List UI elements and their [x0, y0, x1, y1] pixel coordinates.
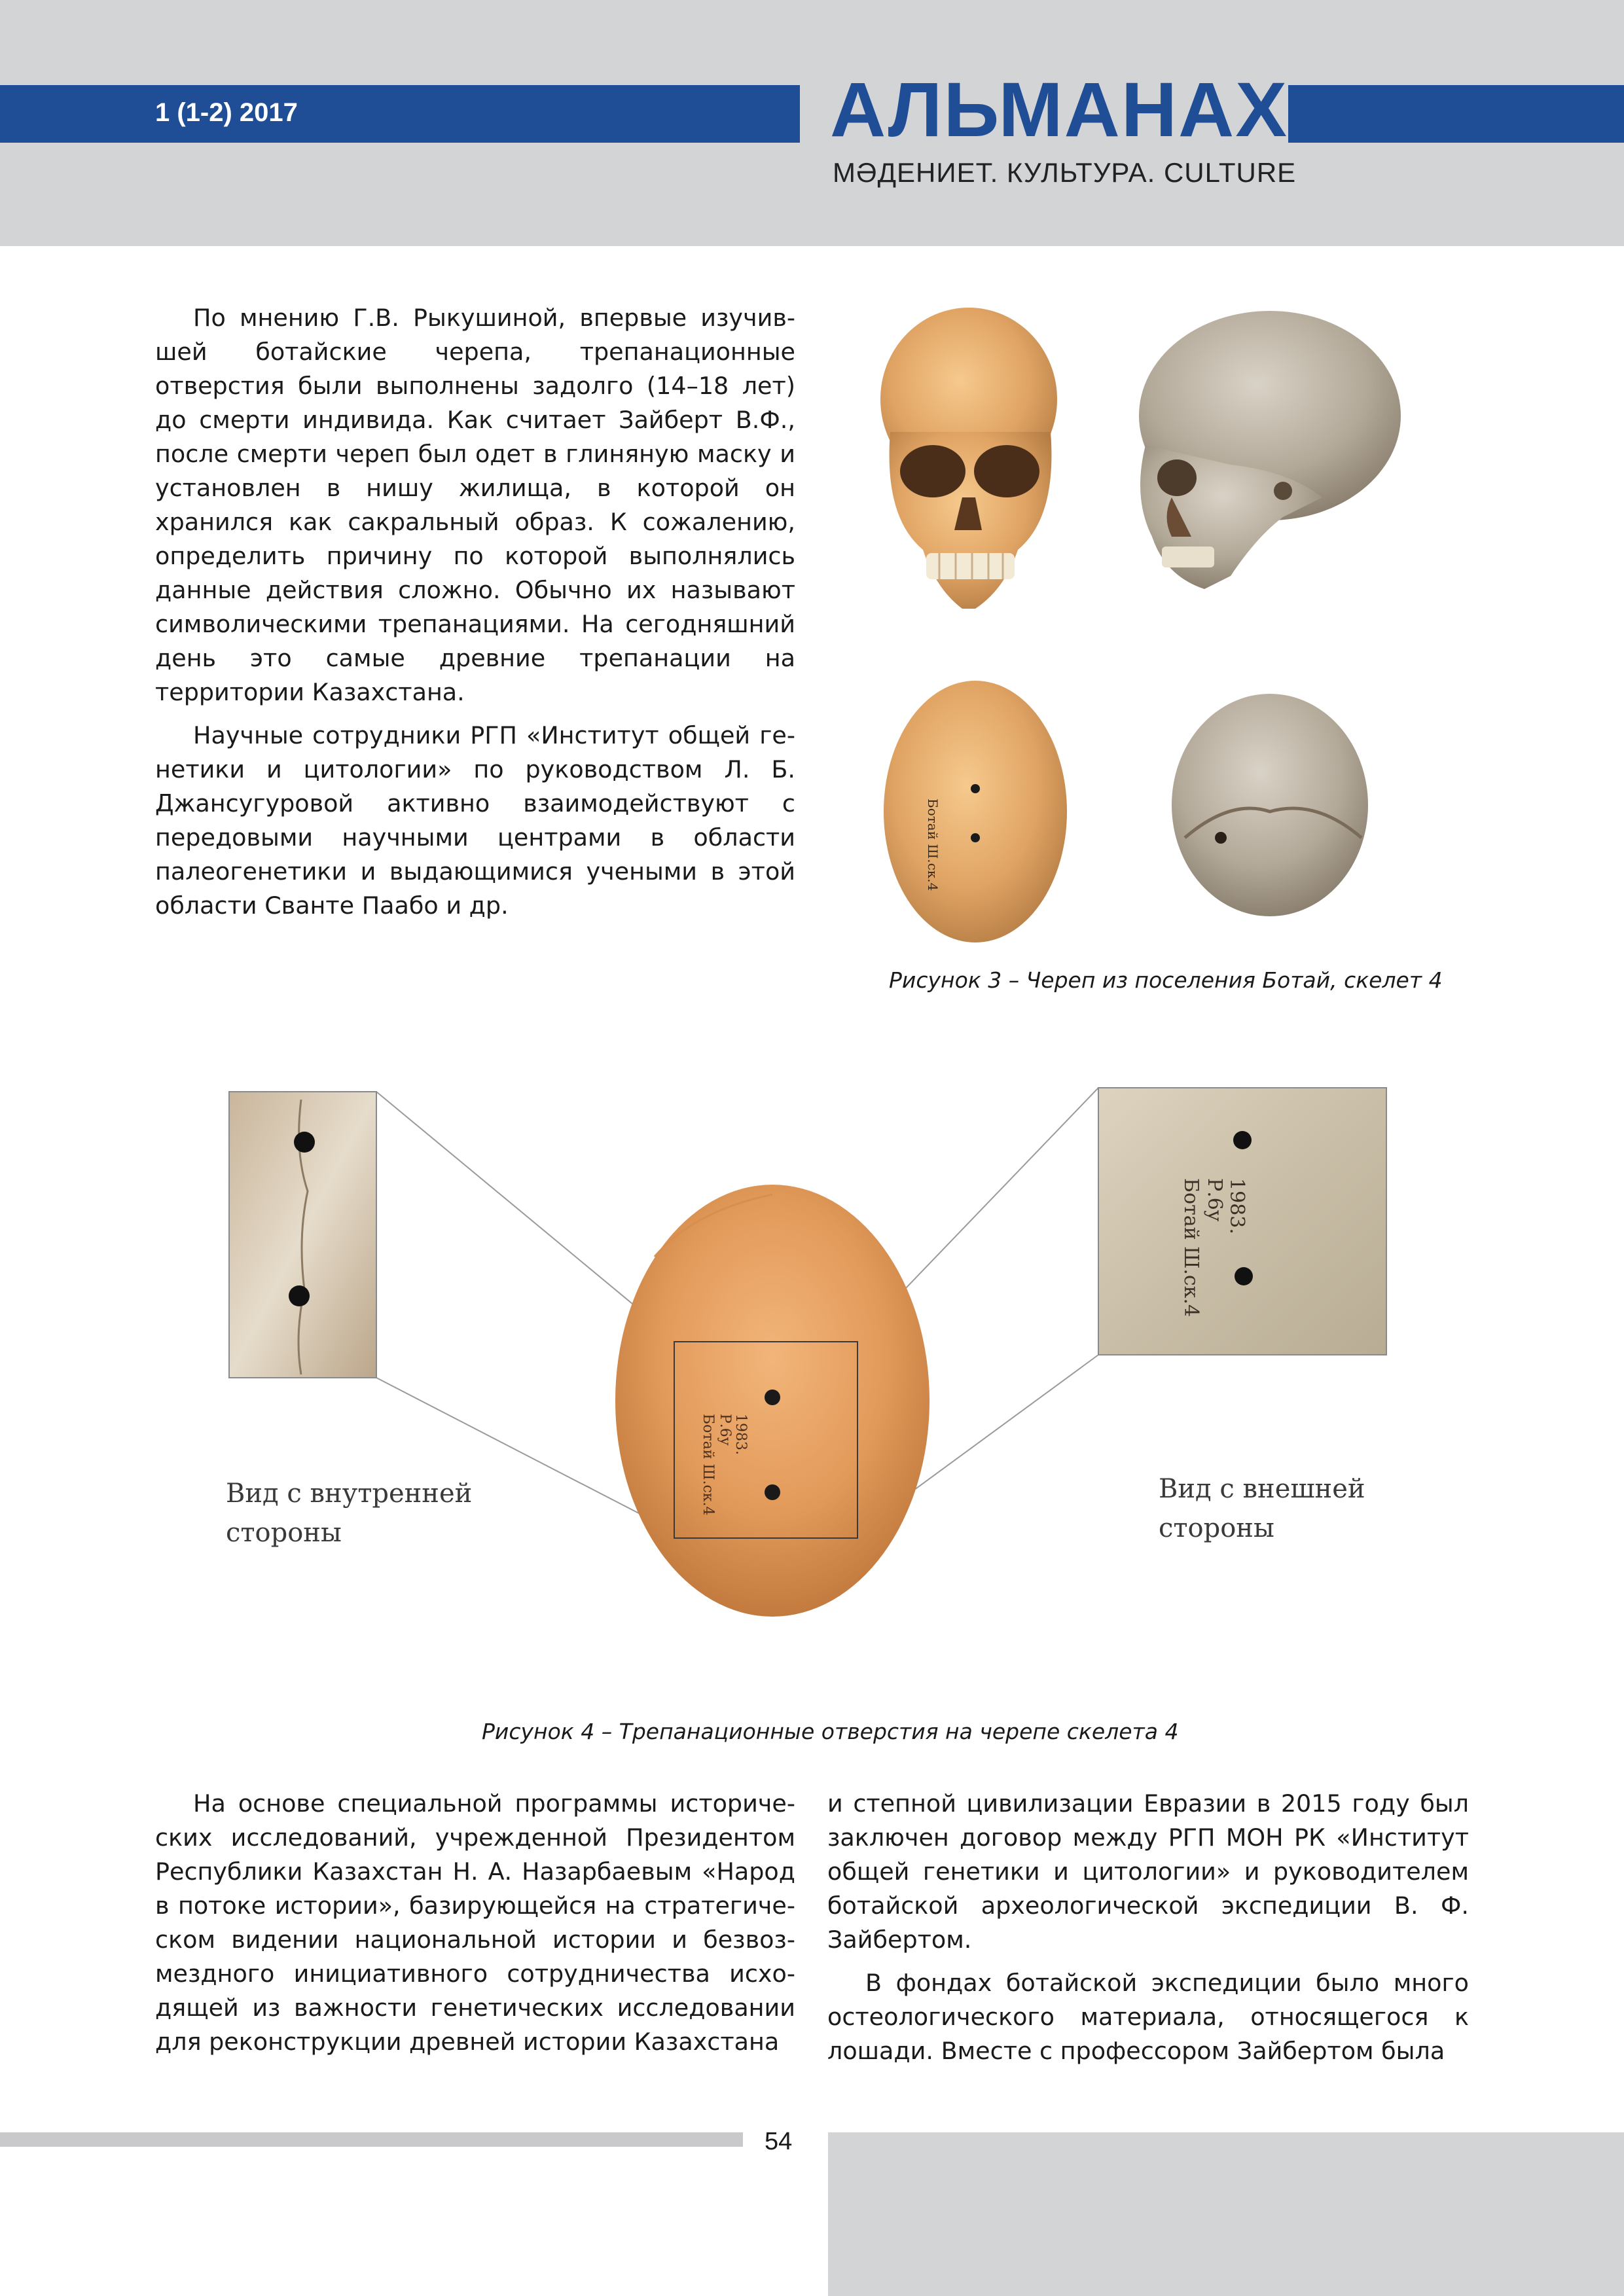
text-column-bottom-left — [155, 1787, 795, 2068]
skull-inscription-zoom: 1983. — [1225, 1178, 1248, 1234]
skull-inscription: Р.6у — [717, 1414, 733, 1446]
skull-top-view-large — [615, 1185, 929, 1617]
footer-block — [828, 2132, 1624, 2296]
skull-back-photo — [1172, 694, 1368, 916]
figure-4-caption: Рисунок 4 – Трепанационные отверстия на черепе скелета 4 — [482, 1719, 1179, 1744]
issue-number: 1 (1-2) 2017 — [155, 98, 298, 127]
trepanation-hole — [765, 1484, 780, 1500]
skull-side-photo — [1139, 311, 1401, 589]
outer-view-label: стороны — [1159, 1513, 1274, 1543]
skull-inscription: 1983. — [732, 1414, 749, 1455]
inner-view-inset — [229, 1092, 376, 1378]
figure-3-photos — [864, 301, 1453, 956]
skull-top-photo — [884, 681, 1067, 942]
header-band-right — [1288, 85, 1624, 143]
paragraph: Научные сотрудники РГП «Институт общей генетики и цитологии» по руководством Л. Б. Джансугуровой активно взаимодействуют с передовыми научными центрами в области палеогенетики и выдающимися учеными в этой области Сванте Паабо и др. — [155, 721, 795, 920]
footer-rule — [0, 2132, 743, 2147]
svg-text:Ботай Ш.ск.4: Ботай Ш.ск.4 — [925, 798, 941, 891]
text-column-bottom-right — [827, 1787, 1469, 2077]
paragraph: В фондах ботайской экспедиции было много остеологического материала, относящегося к лошади. Вместе с профессором Зайбертом была — [827, 1969, 1469, 2065]
header-band-left — [0, 85, 800, 143]
figure-3-caption: Рисунок 3 – Череп из поселения Ботай, скелет 4 — [889, 967, 1443, 993]
page-number: 54 — [765, 2128, 793, 2155]
outer-view-label: Вид с внешней — [1159, 1474, 1365, 1504]
paragraph: По мнению Г.В. Рыкушиной, впервые изучившей ботайские черепа, трепанационные отверстия были выполнены задолго (14–18 лет) до смерти индивида. Как считает Зайберт В.Ф., после смерти череп был одет в глиняную маску и установлен в нишу жилища, в которой он хранился как сакральный образ. К сожалению, определить причину по которой выполнялись данные действия сложно. Обычно их называют символическими трепанациями. На сегодняшний день это самые древние трепанации на территории Казахстана. — [155, 304, 795, 706]
paragraph: и степной цивилизации Евразии в 2015 году был заключен договор между РГП МОН РК «Институт общей генетики и цитологии» и руководителем ботайской археологической экспедиции В. Ф. Зайбертом. — [827, 1789, 1469, 1954]
inner-view-label: стороны — [226, 1518, 342, 1548]
skull-front-photo — [880, 308, 1057, 609]
skull-inscription-zoom: Ботай Ш.ск.4 — [1180, 1178, 1202, 1318]
outer-view-inset — [1098, 1088, 1386, 1355]
journal-subtitle: МӘДЕНИЕТ. КУЛЬТУРА. CULTURE — [833, 157, 1297, 188]
paragraph: На основе специальной программы исторических исследований, учрежденной Президентом Республики Казахстан Н. А. Назарбаевым «Народ в потоке истории», базирующейся на стратегическом видении национальной истории и безвозмездного инициативного сотрудничества исходящей из важности генетических исследовании для реконструкции древней истории Казахстана — [155, 1789, 795, 2056]
skull-inscription-zoom: Р.6у — [1203, 1178, 1226, 1222]
text-column-top-left — [155, 301, 795, 932]
figure-4-illustration — [196, 1073, 1427, 1702]
trepanation-hole — [765, 1390, 780, 1405]
inner-view-label: Вид с внутренней — [226, 1479, 473, 1509]
journal-title: АЛЬМАНАХ — [830, 67, 1288, 153]
skull-inscription: Ботай Ш.ск.4 — [700, 1414, 716, 1516]
